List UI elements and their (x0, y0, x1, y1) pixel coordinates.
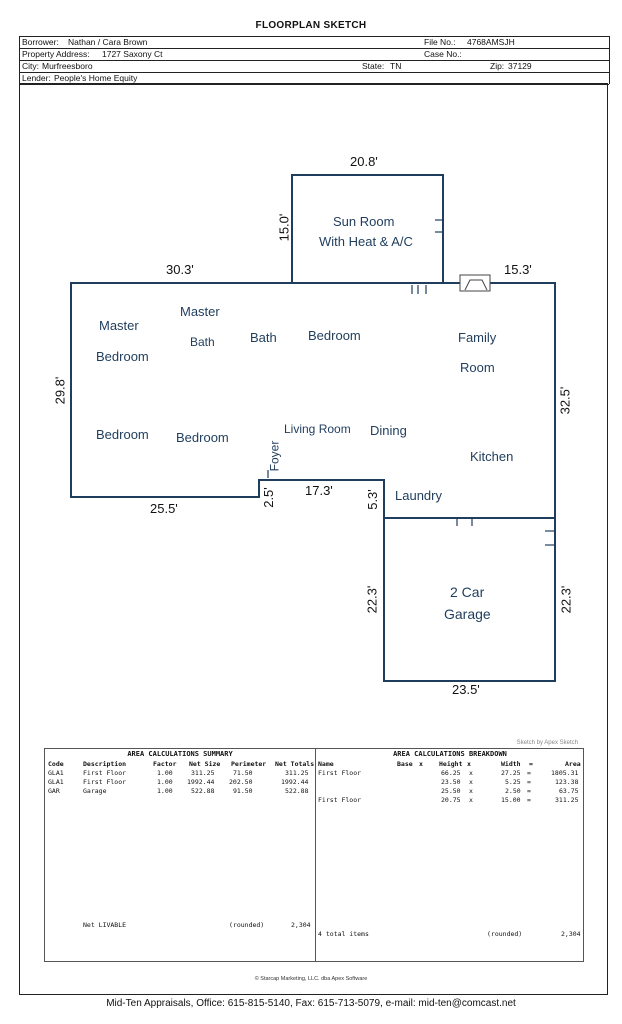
room-dining: Dining (370, 423, 407, 438)
breakdown-title: AREA CALCULATIONS BREAKDOWN (393, 750, 507, 758)
dim-middle: 17.3' (305, 483, 333, 498)
dim-garage-bottom: 23.5' (452, 682, 480, 697)
table-cell: x (469, 787, 473, 795)
table-cell: First Floor (83, 769, 127, 777)
table-cell: Garage (83, 787, 107, 795)
breakdown-header: x (467, 760, 471, 768)
file-no-value: 4768AMSJH (467, 37, 515, 47)
table-cell: 27.25 (501, 769, 521, 777)
summary-header: Net Totals (275, 760, 315, 768)
sun-room-outline (292, 175, 443, 283)
room-sun-room: Sun Room (333, 214, 395, 229)
room-bedroom-left: Bedroom (96, 427, 149, 442)
room-master-bedroom: Master (99, 318, 139, 333)
zip-value: 37129 (508, 61, 532, 71)
city-label: City: (22, 61, 39, 71)
room-living: Living Room (284, 422, 351, 436)
breakdown-header: Name (318, 760, 334, 768)
table-cell: 1992.44 (281, 778, 309, 786)
net-livable-rounded: (rounded) (229, 921, 265, 929)
table-cell: 5.25 (505, 778, 521, 786)
area-breakdown-table (315, 749, 585, 961)
fireplace-icon (460, 275, 490, 291)
net-livable-label: Net LIVABLE (83, 921, 127, 929)
table-cell: 1.00 (157, 778, 173, 786)
borrower-label: Borrower: (22, 37, 59, 47)
dim-right: 32.5' (557, 386, 573, 415)
total-rounded: (rounded) (487, 930, 523, 938)
dim-garage-left: 22.3' (364, 585, 380, 614)
breakdown-header: Area (565, 760, 581, 768)
table-cell: GLA1 (48, 778, 64, 786)
table-cell: 311.25 (191, 769, 215, 777)
dim-step: 2.5' (260, 487, 276, 508)
table-cell: 1992.44 (187, 778, 215, 786)
table-cell: 1.00 (157, 787, 173, 795)
room-family-sub: Room (460, 360, 495, 375)
table-cell: = (527, 778, 531, 786)
table-cell: First Floor (318, 769, 362, 777)
room-master-bedroom-sub: Bedroom (96, 349, 149, 364)
page-title: FLOORPLAN SKETCH (255, 20, 367, 31)
summary-title: AREA CALCULATIONS SUMMARY (127, 750, 233, 758)
table-cell: 25.50 (441, 787, 461, 795)
table-cell: 20.75 (441, 796, 461, 804)
table-cell: GAR (48, 787, 60, 795)
table-cell: 311.25 (555, 796, 579, 804)
table-cell: 63.75 (559, 787, 579, 795)
table-cell: 123.38 (555, 778, 579, 786)
dim-sun-top: 20.8' (350, 154, 378, 169)
area-tables (44, 748, 584, 962)
dim-laundry-step: 5.3' (364, 489, 380, 510)
table-cell: 91.50 (233, 787, 253, 795)
dim-top-right: 15.3' (504, 262, 532, 277)
table-cell: First Floor (318, 796, 362, 804)
room-garage-sub: Garage (444, 606, 491, 622)
table-cell: x (469, 796, 473, 804)
property-label: Property Address: (22, 49, 90, 59)
dim-left: 29.8' (52, 376, 68, 405)
room-master-bath: Master (180, 304, 220, 319)
total-items-label: 4 total items (318, 930, 369, 938)
table-cell: 311.25 (285, 769, 309, 777)
table-cell: First Floor (83, 778, 127, 786)
table-cell: 202.50 (229, 778, 253, 786)
table-cell: = (527, 796, 531, 804)
breakdown-header: Width (501, 760, 521, 768)
table-cell: 15.00 (501, 796, 521, 804)
room-bath: Bath (250, 330, 277, 345)
room-kitchen: Kitchen (470, 449, 514, 464)
area-summary-table (45, 749, 316, 961)
room-bedroom-top: Bedroom (308, 328, 361, 343)
table-cell: 1.00 (157, 769, 173, 777)
table-cell: x (469, 778, 473, 786)
room-family: Family (458, 330, 497, 345)
room-sun-room-sub: With Heat & A/C (319, 234, 413, 249)
state-label: State: (362, 61, 385, 71)
table-cell: 71.50 (233, 769, 253, 777)
footer-contact: Mid-Ten Appraisals, Office: 615-815-5140, Fax: 615-713-5079, e-mail: mid-ten@comcast.net (106, 998, 516, 1009)
table-cell: = (527, 787, 531, 795)
breakdown-header: Base (397, 760, 413, 768)
case-no-label: Case No.: (424, 49, 462, 59)
property-value: 1727 Saxony Ct (102, 49, 163, 59)
room-laundry: Laundry (395, 488, 442, 503)
summary-header: Perimeter (231, 760, 267, 768)
borrower-value: Nathan / Cara Brown (68, 37, 148, 47)
zip-label: Zip: (490, 61, 505, 71)
total-value: 2,304 (561, 930, 581, 938)
file-no-label: File No.: (424, 37, 456, 47)
city-value: Murfreesboro (42, 61, 93, 71)
summary-header: Code (48, 760, 64, 768)
breakdown-header: Height (439, 760, 463, 768)
table-cell: = (527, 769, 531, 777)
table-cell: 522.88 (191, 787, 215, 795)
lender-label: Lender: (22, 73, 51, 83)
breakdown-header: x (419, 760, 423, 768)
table-cell: 2.50 (505, 787, 521, 795)
summary-header: Description (83, 760, 127, 768)
state-value: TN (390, 61, 402, 71)
summary-header: Factor (153, 760, 177, 768)
dim-bottom-left: 25.5' (150, 501, 178, 516)
room-bedroom-mid: Bedroom (176, 430, 229, 445)
summary-header: Net Size (189, 760, 221, 768)
lender-value: People's Home Equity (54, 73, 138, 83)
breakdown-header: = (529, 760, 533, 768)
dim-garage-right: 22.3' (558, 585, 574, 614)
table-cell: 23.50 (441, 778, 461, 786)
copyright-text: © Starcap Marketing, LLC. dba Apex Software (254, 976, 368, 982)
table-cell: x (469, 769, 473, 777)
table-cell: 522.88 (285, 787, 309, 795)
room-garage: 2 Car (450, 584, 485, 600)
table-cell: GLA1 (48, 769, 64, 777)
table-cell: 66.25 (441, 769, 461, 777)
table-cell: 1805.31 (551, 769, 579, 777)
dim-top-left: 30.3' (166, 262, 194, 277)
room-master-bath-sub: Bath (190, 335, 215, 349)
sketch-credit: Sketch by Apex Sketch (516, 740, 578, 746)
dim-sun-left: 15.0' (276, 213, 292, 242)
net-livable-value: 2,304 (291, 921, 311, 929)
room-foyer: Foyer (267, 440, 282, 472)
